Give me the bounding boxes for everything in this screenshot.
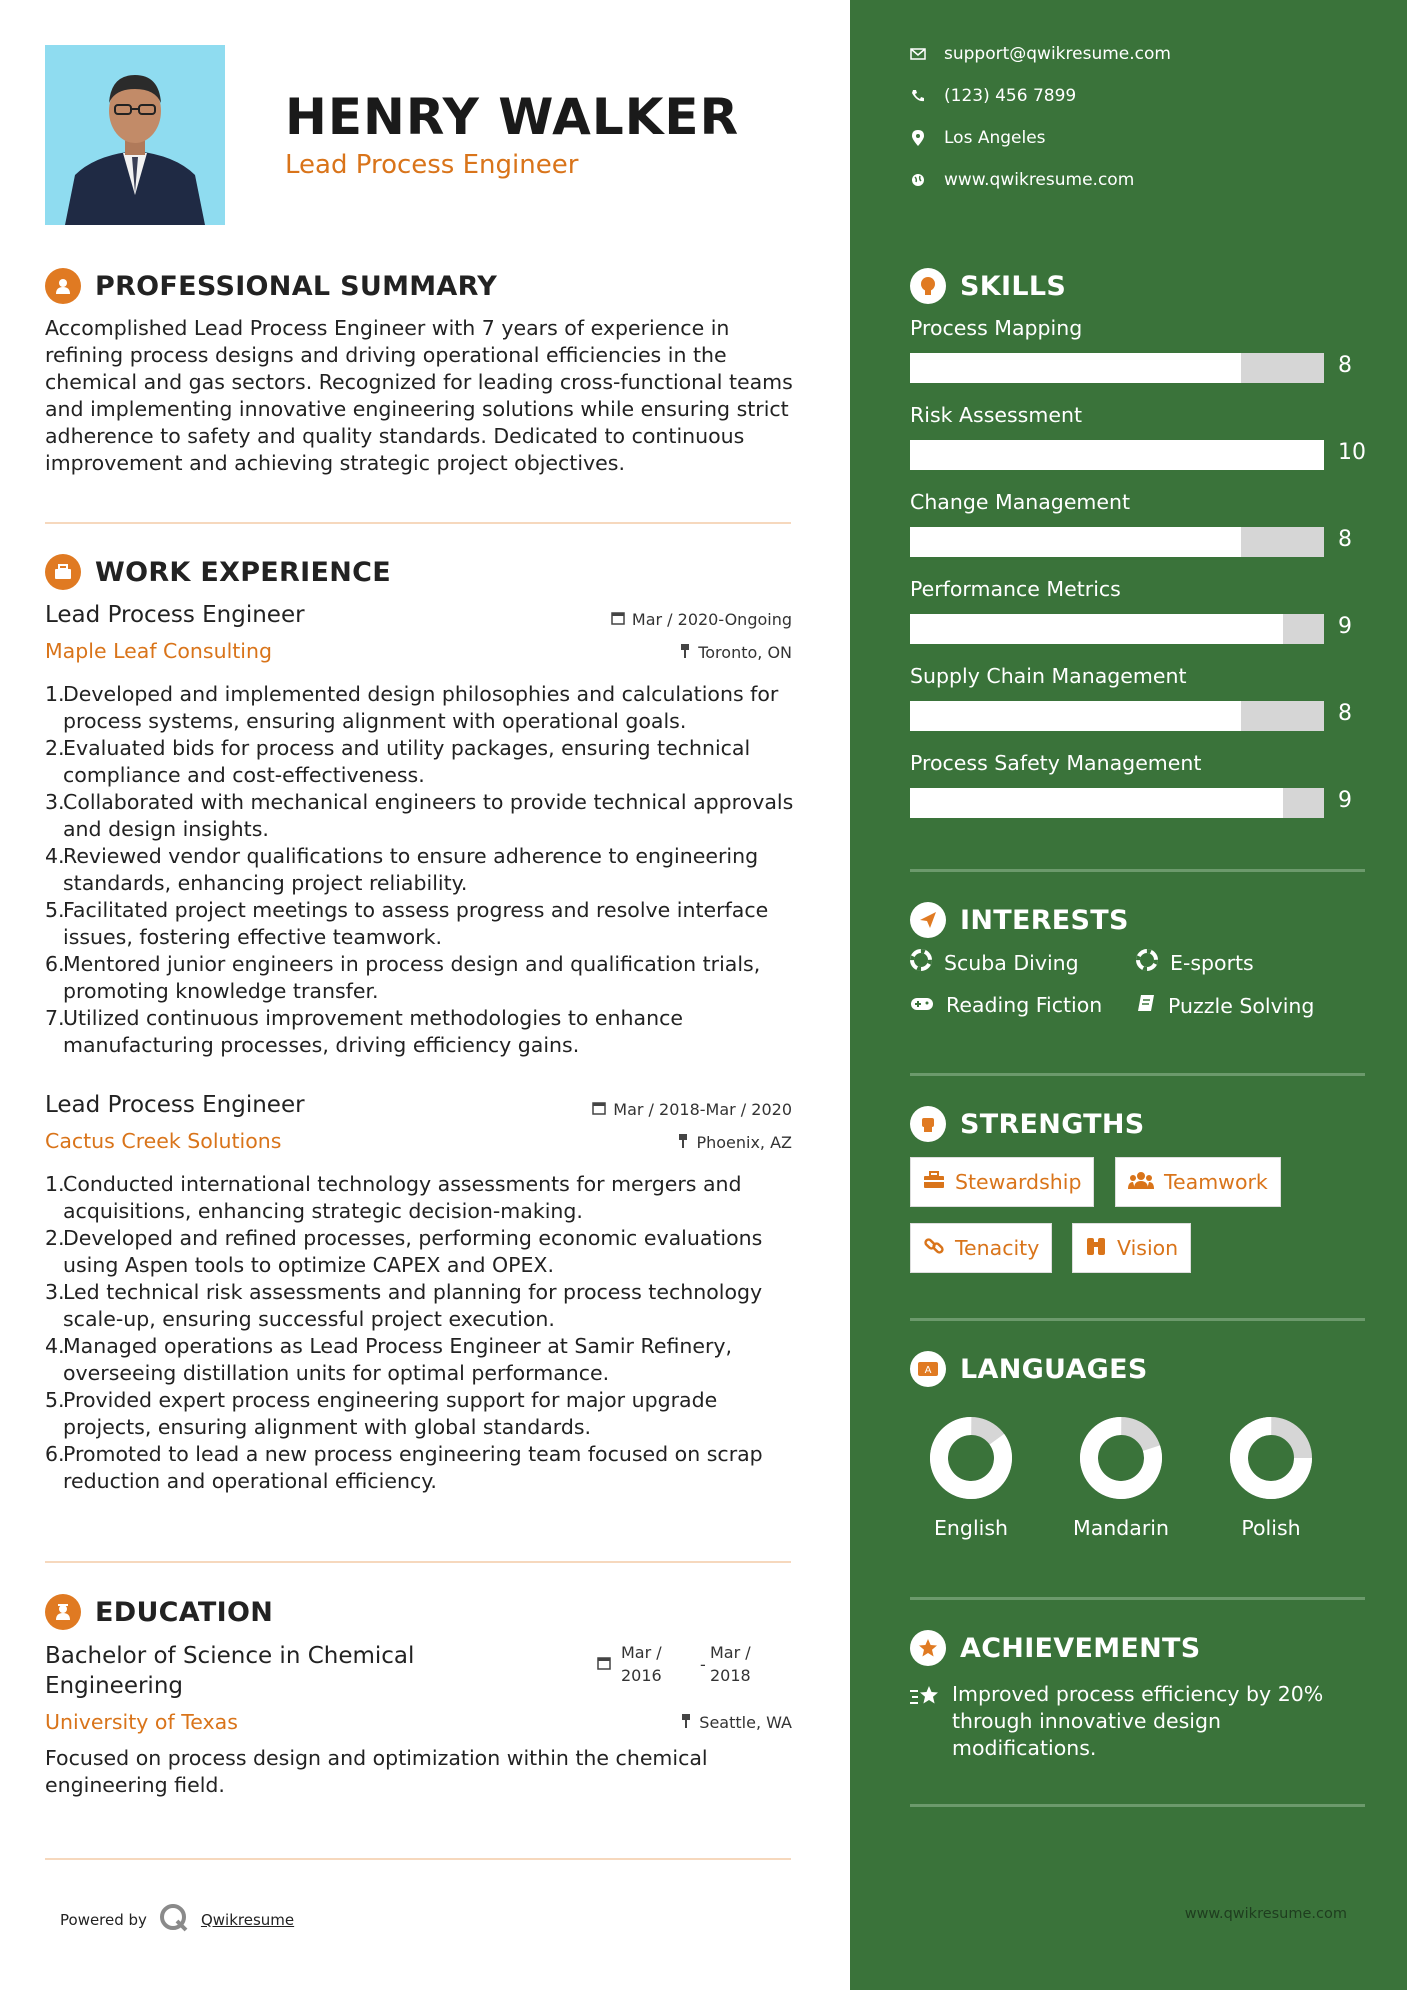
location-text: Los Angeles <box>944 128 1046 148</box>
language-name: English <box>933 1516 1009 1540</box>
skill-name: Change Management <box>910 490 1131 514</box>
qwikresume-logo-icon <box>159 1903 189 1937</box>
list-item: 5. Provided expert process engineering support for major upgrade projects, ensuring alignment with global standards. <box>45 1388 718 1439</box>
pin-icon <box>680 1713 692 1732</box>
experience-title: WORK EXPERIENCE <box>95 556 391 588</box>
language-name: Mandarin <box>1073 1516 1169 1540</box>
list-item: 2. Evaluated bids for process and utility packages, ensuring technical compliance and cost-effectiveness. <box>45 736 751 787</box>
achievements-title: ACHIEVEMENTS <box>960 1632 1201 1664</box>
qwikresume-link[interactable]: Qwikresume <box>200 1911 295 1929</box>
skill-value: 8 <box>1338 701 1352 726</box>
list-item: 6. Promoted to lead a new process engineering team focused on scrap reduction and operational efficiency. <box>45 1442 763 1493</box>
degree-line: Bachelor of Science in Chemical <box>45 1643 415 1669</box>
job-title: Lead Process Engineer <box>45 602 305 628</box>
skill-bar-fill <box>910 614 1283 644</box>
pin-icon <box>677 1133 689 1152</box>
skills-heading <box>910 268 1066 304</box>
link-icon <box>923 1235 945 1262</box>
language-name: Polish <box>1241 1516 1301 1540</box>
job-title: Lead Process Engineer <box>45 1092 305 1118</box>
gamepad-icon <box>910 993 934 1017</box>
list-item: 4. Managed operations as Lead Process Engineer at Samir Refinery, overseeing distillation units for optimal performance. <box>45 1334 733 1385</box>
language-icon <box>910 1351 946 1387</box>
job-location <box>679 643 792 662</box>
footer-powered-by <box>60 1903 294 1937</box>
strength-chip: Vision <box>1072 1223 1191 1273</box>
candidate-name: HENRY WALKER <box>285 88 740 146</box>
section-divider <box>910 1597 1365 1600</box>
date-separator: - <box>700 1655 706 1674</box>
skill-bar-fill <box>910 527 1241 557</box>
job-location-text: Phoenix, AZ <box>696 1133 792 1152</box>
email-text: support@qwikresume.com <box>944 44 1171 64</box>
skill-value: 8 <box>1338 353 1352 378</box>
strength-chip: Stewardship <box>910 1157 1094 1207</box>
skill-bar-fill <box>910 788 1283 818</box>
svg-text:A: A <box>924 1365 932 1376</box>
lightbulb-icon <box>910 268 946 304</box>
achievement-item <box>910 1681 1342 1762</box>
language-donut-fill <box>926 1413 1015 1502</box>
section-divider <box>45 1561 791 1563</box>
binoculars-icon <box>1085 1235 1107 1262</box>
job-dates <box>592 1100 792 1119</box>
list-item: 1. Developed and implemented design philosophies and calculations for process systems, ensuring alignment with operational goals. <box>45 682 779 733</box>
envelope-icon <box>910 46 926 62</box>
skill-value: 10 <box>1338 440 1366 465</box>
education-title: EDUCATION <box>95 1596 274 1628</box>
contact-email[interactable] <box>910 44 1171 64</box>
skill-bar-fill <box>910 440 1324 470</box>
skills-title: SKILLS <box>960 270 1067 302</box>
language-donut <box>1076 1413 1166 1503</box>
phone-icon <box>910 88 926 104</box>
strengths-title: STRENGTHS <box>960 1108 1145 1140</box>
skill-bar-fill <box>910 701 1241 731</box>
globe-icon <box>910 172 926 188</box>
education-end-date: Mar / 2018 <box>710 1643 751 1685</box>
summary-text: Accomplished Lead Process Engineer with 7 years of experience in refining process designs and driving operational efficiencies in the chemical and gas sectors. Recognized for leading cross-functional teams and implementing innovative engineering solutions while ensuring strict adherence to safety and quality standards. Dedicated to continuous improvement and achieving strategic project objectives. <box>45 316 793 475</box>
skill-bar <box>910 701 1324 731</box>
education-location <box>680 1713 792 1732</box>
summary-heading <box>45 268 497 304</box>
interest-item: Reading Fiction <box>910 993 1102 1017</box>
job-location <box>677 1133 792 1152</box>
sidebar <box>850 0 1407 1990</box>
section-divider <box>45 522 791 524</box>
interests-heading <box>910 902 1129 938</box>
interest-item: E-sports <box>1136 949 1254 976</box>
calendar-icon <box>597 1656 611 1670</box>
skill-bar <box>910 788 1324 818</box>
interest-item: Puzzle Solving <box>1136 993 1314 1018</box>
skill-name: Supply Chain Management <box>910 664 1187 688</box>
book-icon <box>1136 993 1156 1018</box>
interest-item: Scuba Diving <box>910 949 1079 976</box>
job-dates <box>611 610 792 629</box>
graduate-icon <box>45 1594 81 1630</box>
section-divider <box>910 869 1365 872</box>
duty-list <box>45 681 795 1059</box>
calendar-icon <box>592 1100 606 1119</box>
star-icon <box>910 1685 940 1762</box>
skill-bar <box>910 353 1324 383</box>
job-company: Cactus Creek Solutions <box>45 1129 282 1153</box>
languages-title: LANGUAGES <box>960 1353 1148 1385</box>
skill-bar <box>910 440 1324 470</box>
list-item: 1. Conducted international technology assessments for mergers and acquisitions, enhancing strategic decision-making. <box>45 1172 742 1223</box>
section-divider <box>910 1318 1365 1321</box>
skill-name: Risk Assessment <box>910 403 1082 427</box>
skill-name: Performance Metrics <box>910 577 1121 601</box>
school-name: University of Texas <box>45 1710 238 1734</box>
paper-plane-icon <box>910 902 946 938</box>
calendar-icon <box>611 610 625 629</box>
achievements-heading <box>910 1630 1201 1666</box>
list-item: 5. Facilitated project meetings to assess progress and resolve interface issues, fostering effective teamwork. <box>45 898 769 949</box>
candidate-role: Lead Process Engineer <box>285 150 579 180</box>
star-badge-icon <box>910 1630 946 1666</box>
website-text: www.qwikresume.com <box>944 170 1135 190</box>
section-divider <box>910 1073 1365 1076</box>
experience-heading <box>45 554 391 590</box>
briefcase-icon <box>45 554 81 590</box>
section-divider <box>910 1804 1365 1807</box>
language-donut <box>926 1413 1016 1503</box>
list-item: 2. Developed and refined processes, performing economic evaluations using Aspen tools to optimize CAPEX and OPEX. <box>45 1226 763 1277</box>
job-dates-text: Mar / 2020-Ongoing <box>631 610 792 629</box>
life-ring-icon <box>1136 949 1158 976</box>
powered-by-label: Powered by <box>60 1911 147 1929</box>
skill-value: 9 <box>1338 614 1352 639</box>
list-item: 4. Reviewed vendor qualifications to ensure adherence to engineering standards, enhancing project reliability. <box>45 844 759 895</box>
summary-title: PROFESSIONAL SUMMARY <box>95 270 498 302</box>
language-donut <box>1226 1413 1316 1503</box>
fist-icon <box>910 1106 946 1142</box>
list-item: 3. Collaborated with mechanical engineers to provide technical approvals and design insights. <box>45 790 794 841</box>
degree-title <box>45 1641 414 1701</box>
skill-name: Process Mapping <box>910 316 1083 340</box>
users-icon <box>1128 1170 1154 1195</box>
list-item: 7. Utilized continuous improvement methodologies to enhance manufacturing processes, driving efficiency gains. <box>45 1006 683 1057</box>
interests-title: INTERESTS <box>960 904 1129 936</box>
duty-list <box>45 1171 795 1495</box>
skill-value: 8 <box>1338 527 1352 552</box>
strength-chip: Teamwork <box>1115 1157 1281 1207</box>
education-description: Focused on process design and optimization within the chemical engineering field. <box>45 1746 708 1797</box>
profile-photo <box>45 45 225 225</box>
user-icon <box>45 268 81 304</box>
map-marker-icon <box>910 130 926 146</box>
phone-text: (123) 456 7899 <box>944 86 1077 106</box>
footer-website[interactable]: www.qwikresume.com <box>1184 1906 1347 1922</box>
pin-icon <box>679 643 691 662</box>
skill-name: Process Safety Management <box>910 751 1202 775</box>
skill-value: 9 <box>1338 788 1352 813</box>
skill-bar-fill <box>910 353 1241 383</box>
degree-line: Engineering <box>45 1673 183 1699</box>
list-item: 3. Led technical risk assessments and planning for process technology scale-up, ensuring successful project execution. <box>45 1280 763 1331</box>
achievement-text: Improved process efficiency by 20% through innovative design modifications. <box>952 1682 1324 1760</box>
skill-bar <box>910 527 1324 557</box>
contact-location <box>910 128 1046 148</box>
education-heading <box>45 1594 273 1630</box>
languages-heading <box>910 1351 1148 1387</box>
strength-chip: Tenacity <box>910 1223 1052 1273</box>
contact-phone[interactable] <box>910 86 1076 106</box>
education-location-text: Seattle, WA <box>699 1713 792 1732</box>
list-item: 6. Mentored junior engineers in process design and qualification trials, promoting knowledge transfer. <box>45 952 761 1003</box>
job-company: Maple Leaf Consulting <box>45 639 273 663</box>
strengths-heading <box>910 1106 1145 1142</box>
contact-website[interactable] <box>910 170 1134 190</box>
education-start-date: Mar / 2016 <box>621 1643 662 1685</box>
skill-bar <box>910 614 1324 644</box>
job-dates-text: Mar / 2018-Mar / 2020 <box>613 1100 792 1119</box>
section-divider <box>45 1858 791 1860</box>
life-ring-icon <box>910 949 932 976</box>
job-location-text: Toronto, ON <box>698 643 792 662</box>
briefcase-icon <box>923 1170 945 1194</box>
